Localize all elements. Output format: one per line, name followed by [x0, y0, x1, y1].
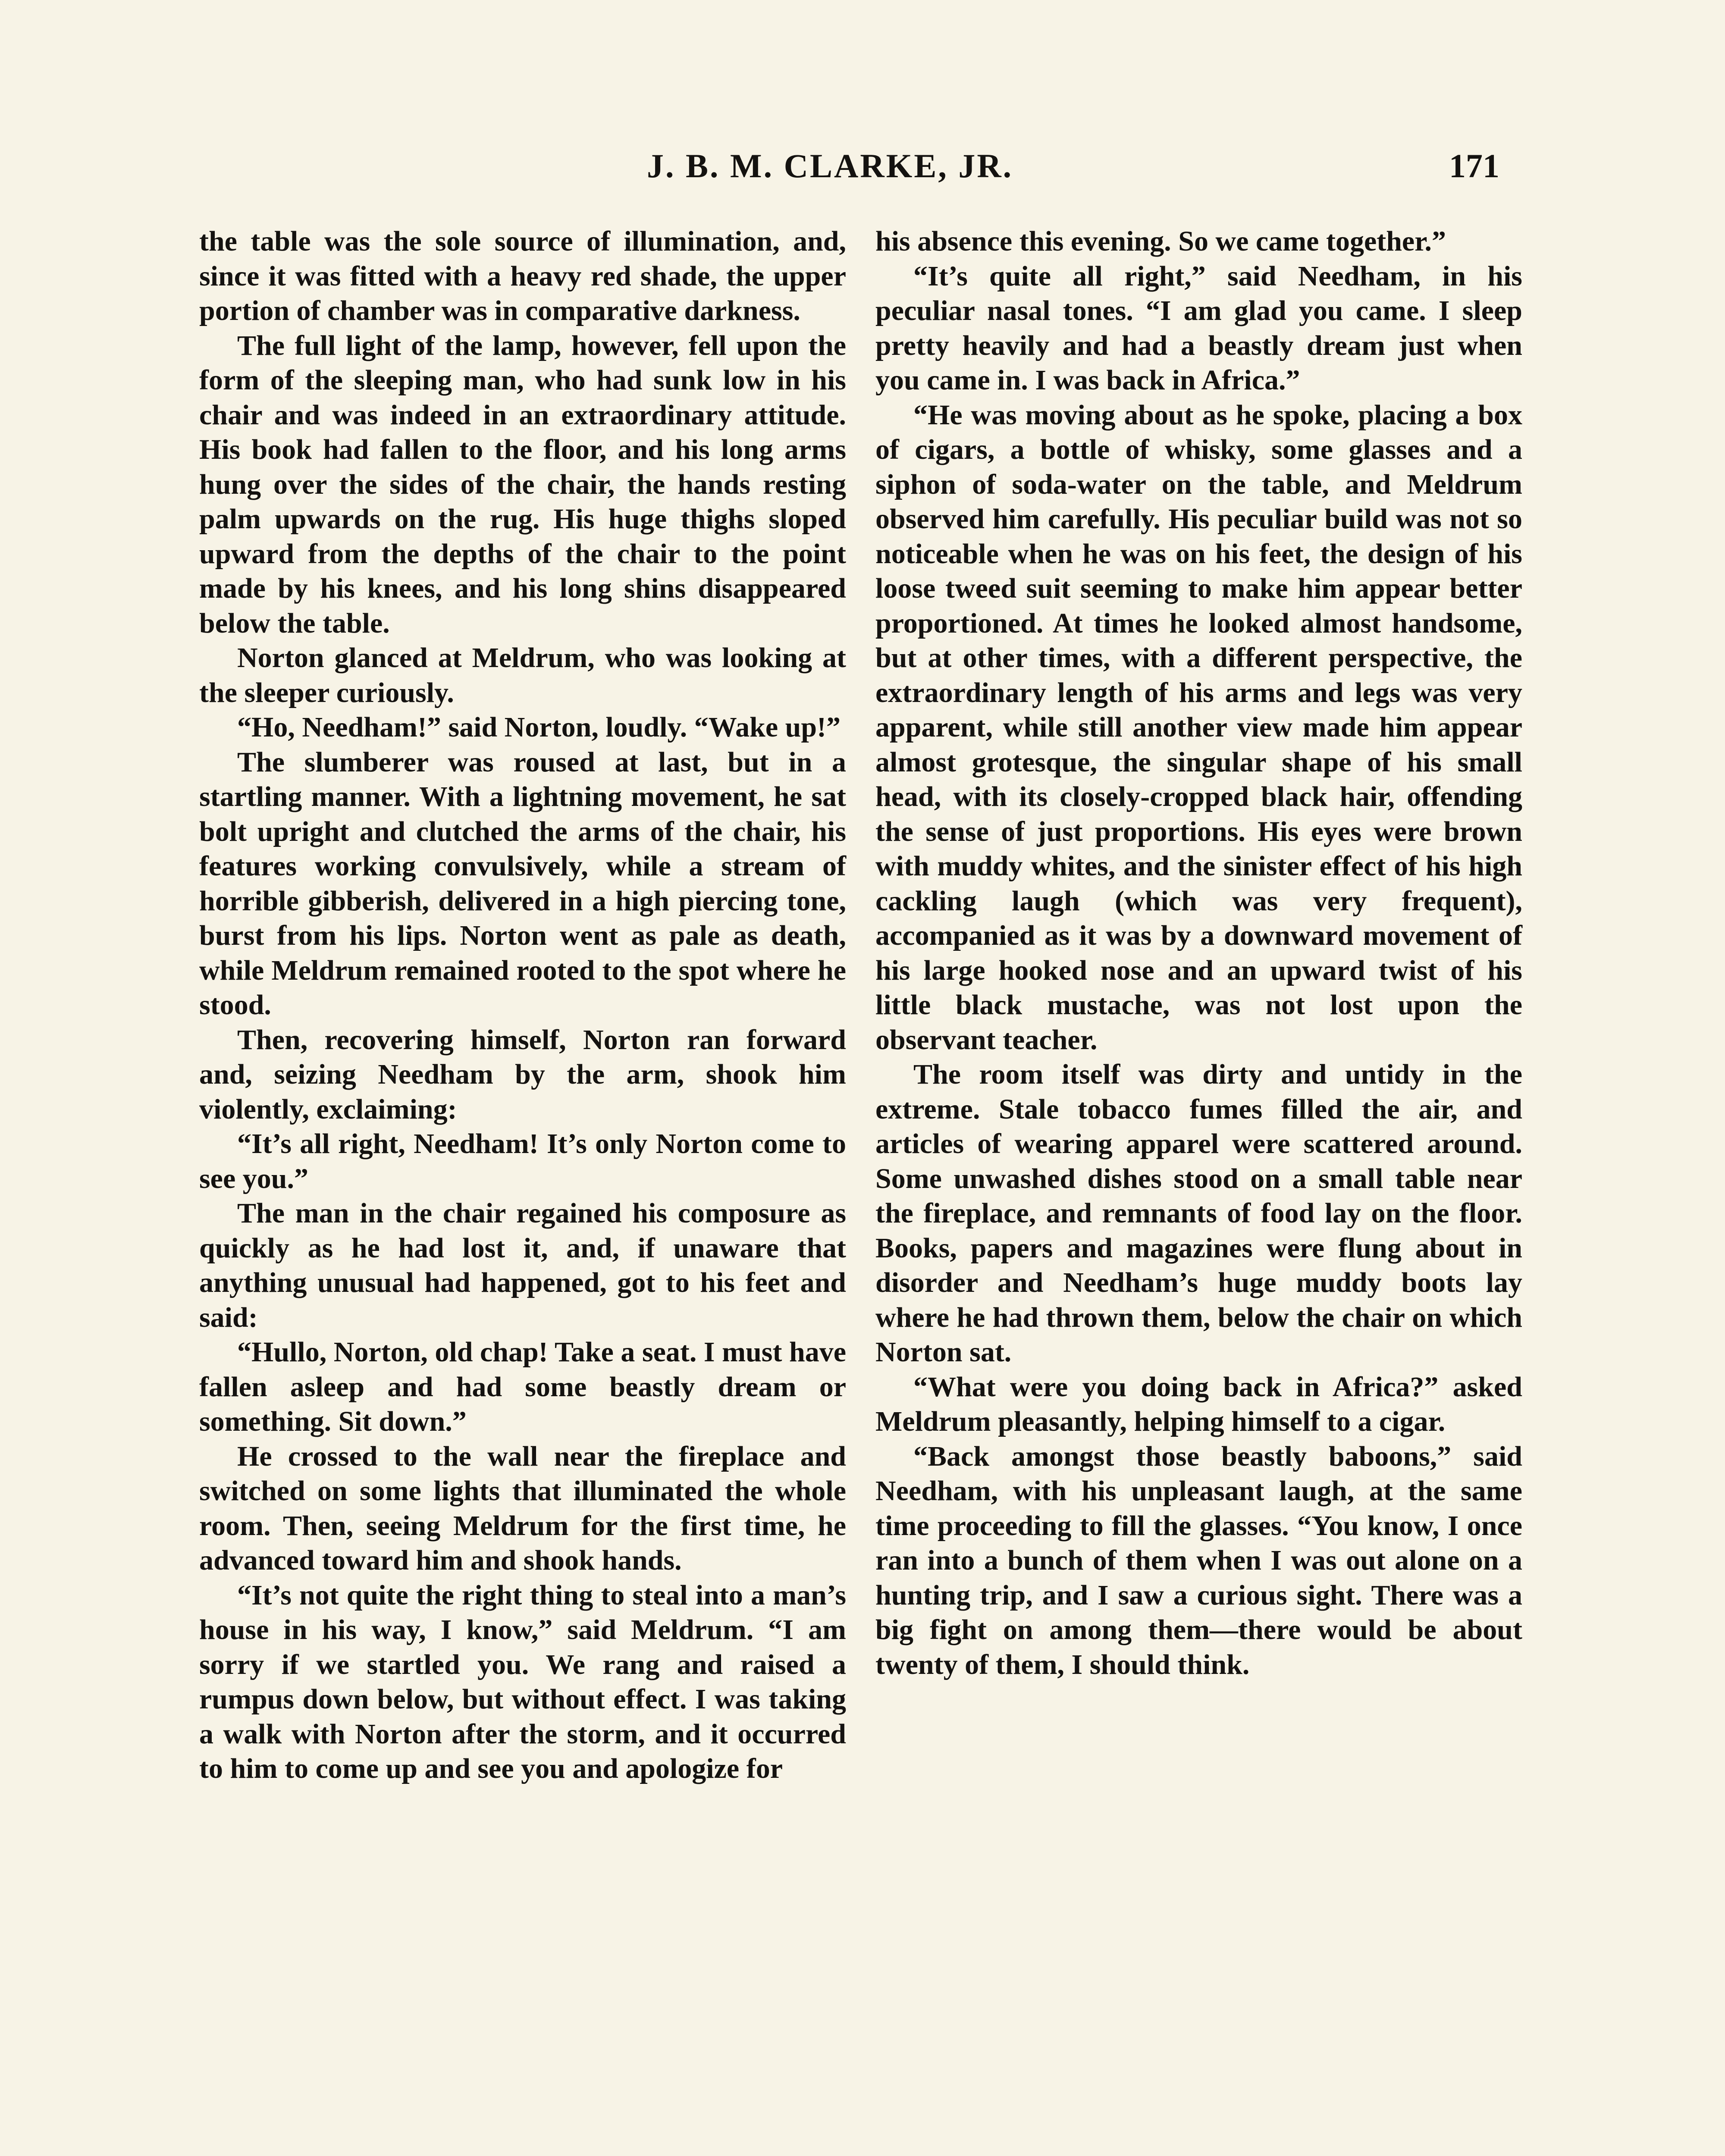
paragraph: his absence this evening. So we came together.”: [875, 226, 1446, 257]
paragraph: The room itself was dirty and untidy in the extreme. Stale tobacco fumes filled the air, and articles of wearing apparel were scattered around. Some unwashed dishes stood on a small table near the fireplace, and remnants of food lay on the floor. Books, papers and magazines were flung about in disorder and Needham’s huge muddy boots lay where he had thrown them, below the chair on which Norton sat.: [875, 1059, 1522, 1368]
paragraph: “Hullo, Norton, old chap! Take a seat. I must have fallen asleep and had some beastly dream or something. Sit down.”: [199, 1336, 846, 1437]
paragraph: “It’s quite all right,” said Needham, in his peculiar nasal tones. “I am glad you came. I sleep pretty heavily and had a beastly dream just when you came in. I was back in Africa.”: [875, 260, 1522, 396]
right-column: [875, 224, 1522, 1682]
paragraph: The full light of the lamp, however, fell upon the form of the sleeping man, who had sunk low in his chair and was indeed in an extraordinary attitude. His book had fallen to the floor, and his long arms hung over the sides of the chair, the hands resting palm upwards on the rug. His huge thighs sloped upward from the depths of the chair to the point made by his knees, and his long shins disappeared below the table.: [199, 329, 846, 639]
paragraph: The slumberer was roused at last, but in a startling manner. With a lightning movement, he sat bolt upright and clutched the arms of the chair, his features working convulsively, while a stream of horrible gibberish, delivered in a high piercing tone, burst from his lips. Norton went as pale as death, while Meldrum remained rooted to the spot where he stood.: [199, 746, 846, 1021]
running-head: [0, 147, 1725, 198]
paragraph: He crossed to the wall near the fireplace and switched on some lights that illuminated the whole room. Then, seeing Meldrum for the first time, he advanced toward him and shook hands.: [199, 1440, 846, 1576]
paragraph: The man in the chair regained his composure as quickly as he had lost it, and, if unaware that anything unusual had happened, got to his feet and said:: [199, 1197, 846, 1333]
paragraph: “It’s not quite the right thing to steal into a man’s house in his way, I know,” said Meldrum. “I am sorry if we startled you. We rang and raised a rumpus down below, but without effect. I was taking a walk with Norton after the storm, and it occurred to him to come up and see you and apologize for: [199, 1579, 846, 1784]
paragraph: “What were you doing back in Africa?” asked Meldrum pleasantly, helping himself to a cigar.: [875, 1371, 1522, 1437]
paragraph: “Ho, Needham!” said Norton, loudly. “Wake up!”: [237, 711, 841, 743]
paragraph: “Back amongst those beastly baboons,” said Needham, with his unpleasant laugh, at the same time proceeding to fill the glasses. “You know, I once ran into a bunch of them when I was out alone on a hunting trip, and I saw a curious sight. There was a big fight on among them—there would be about twenty of them, I should think.: [875, 1440, 1522, 1680]
paragraph: the table was the sole source of illumination, and, since it was fitted with a heavy red shade, the upper portion of chamber was in comparative darkness.: [199, 226, 846, 326]
paragraph: Norton glanced at Meldrum, who was looking at the sleeper curiously.: [199, 642, 846, 708]
paragraph: “He was moving about as he spoke, placing a box of cigars, a bottle of whisky, some glasses and a siphon of soda-water on the table, and Meldrum observed him carefully. His peculiar build was not so noticeable when he was on his feet, the design of his loose tweed suit seeming to make him appear better proportioned. At times he looked almost handsome, but at other times, with a different perspective, the extraordinary length of his arms and legs was very apparent, while still another view made him appear almost grotesque, the singular shape of his small head, with its closely-cropped black hair, offending the sense of just proportions. His eyes were brown with muddy whites, and the sinister effect of his high cackling laugh (which was very frequent), accompanied as it was by a downward movement of his large hooked nose and an upward twist of his little black mustache, was not lost upon the observant teacher.: [875, 399, 1522, 1056]
paragraph: Then, recovering himself, Norton ran forward and, seizing Needham by the arm, shook him violently, exclaiming:: [199, 1024, 846, 1125]
left-column: [199, 224, 846, 1786]
page-number: 171: [1449, 147, 1499, 185]
paragraph: “It’s all right, Needham! It’s only Norton come to see you.”: [199, 1128, 846, 1194]
author-header: J. B. M. CLARKE, JR.: [647, 147, 1013, 185]
